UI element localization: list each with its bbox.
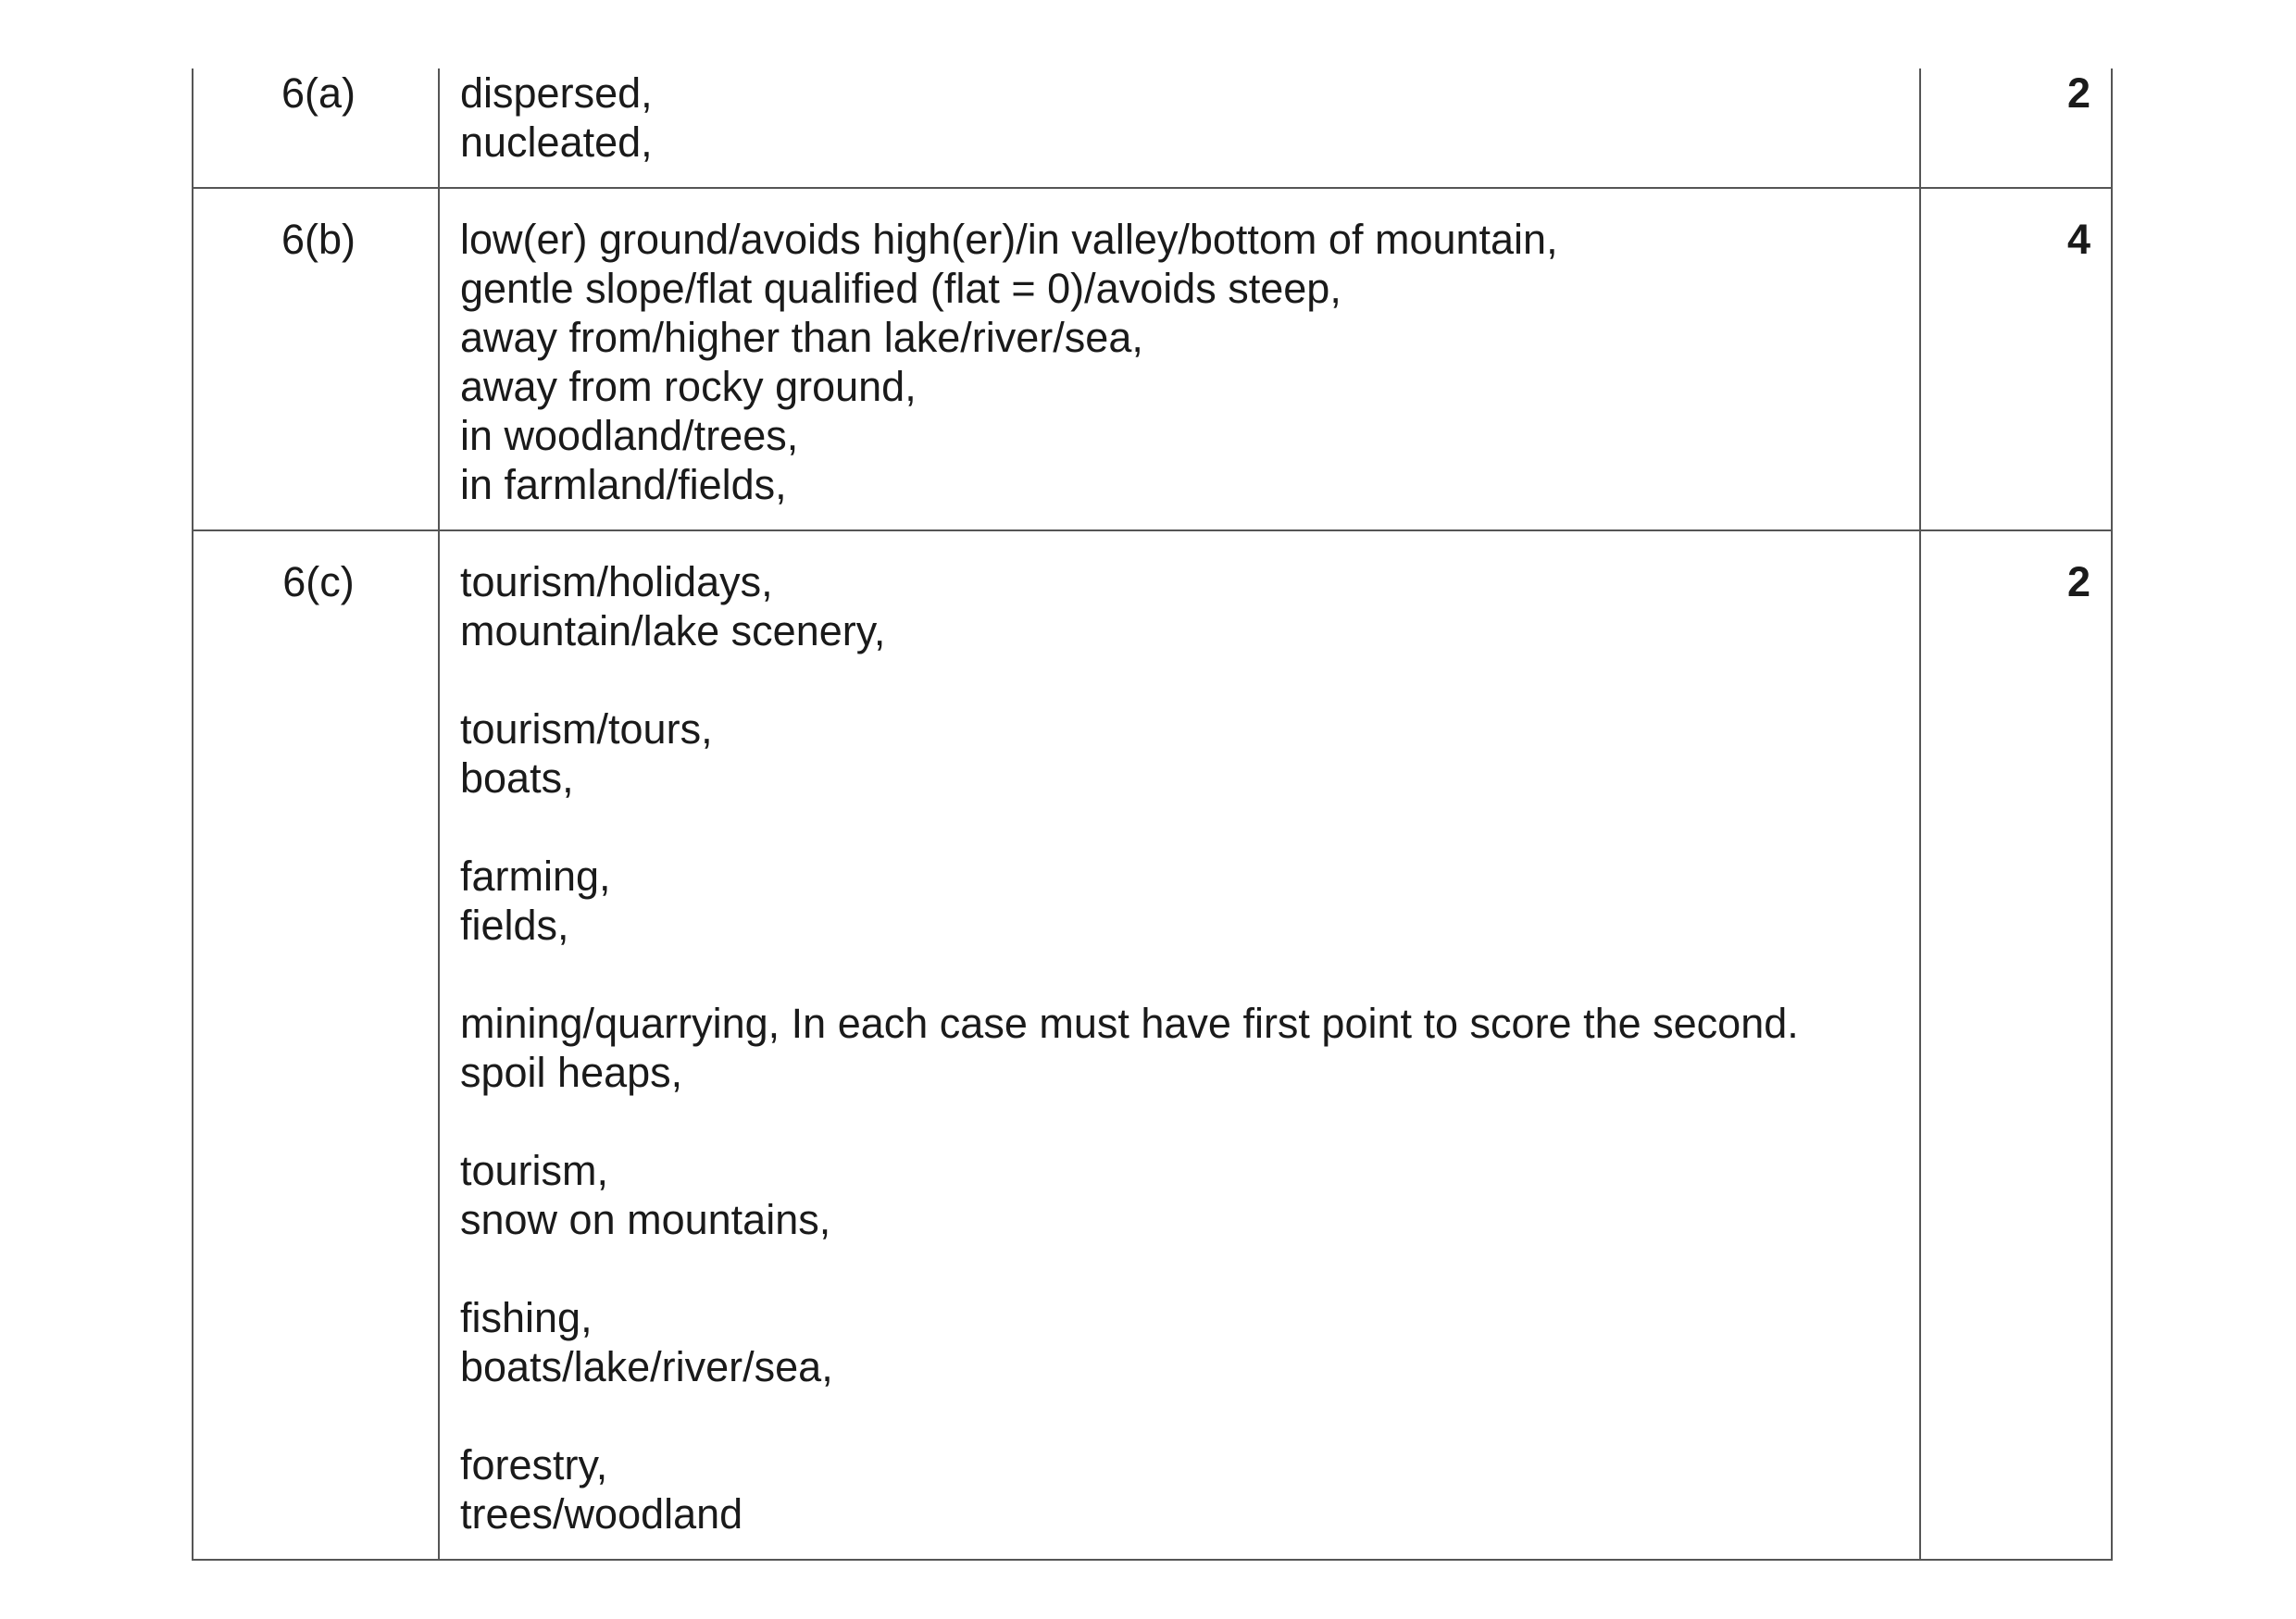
question-number-cell (193, 68, 439, 188)
answer-line: boats/lake/river/sea, (460, 1343, 833, 1390)
answer-line: tourism/holidays, (460, 558, 773, 605)
answer-group (460, 704, 1906, 803)
answer-group (460, 1440, 1906, 1538)
answer-line: low(er) ground/avoids high(er)/in valley/bottom of mountain, (460, 216, 1558, 263)
answer-line: forestry, (460, 1441, 608, 1488)
answer-line: nucleated, (460, 118, 653, 166)
marks-cell (1920, 68, 2112, 188)
question-number: 6(b) (281, 216, 356, 263)
question-number: 6(c) (282, 558, 355, 605)
answer-line: in woodland/trees, (460, 412, 799, 459)
marks-cell (1920, 530, 2112, 1560)
mark-scheme-table (192, 68, 2113, 1561)
marks-value: 4 (2066, 216, 2090, 263)
answer-line: trees/woodland (460, 1490, 743, 1538)
answer-group (460, 68, 1906, 167)
answer-line: snow on mountains, (460, 1196, 831, 1243)
answer-line: mountain/lake scenery, (460, 607, 886, 654)
answer-line: spoil heaps, (460, 1049, 683, 1096)
answer-group (460, 1293, 1906, 1391)
answer-line: fields, (460, 902, 569, 949)
question-number-cell (193, 530, 439, 1560)
answer-line: away from rocky ground, (460, 363, 917, 410)
table-row (193, 530, 2112, 1560)
table-row (193, 188, 2112, 530)
marks-value: 2 (2066, 69, 2090, 117)
answer-group (460, 1146, 1906, 1244)
answer-line: dispersed, (460, 69, 653, 117)
answer-line: gentle slope/flat qualified (flat = 0)/avoids steep, (460, 265, 1341, 312)
answer-line: farming, (460, 853, 611, 900)
answer-group (460, 215, 1906, 509)
question-number-cell (193, 188, 439, 530)
marks-cell (1920, 188, 2112, 530)
answer-line: mining/quarrying, In each case must have first point to score the second. (460, 1000, 1799, 1047)
marks-value: 2 (2066, 558, 2090, 605)
answer-group (460, 557, 1906, 655)
answer-line: boats, (460, 754, 574, 802)
answer-group (460, 999, 1906, 1097)
answer-line: tourism/tours, (460, 705, 713, 753)
answer-cell (439, 68, 1920, 188)
answer-cell (439, 530, 1920, 1560)
answer-line: fishing, (460, 1294, 593, 1341)
table-row (193, 68, 2112, 188)
answer-group (460, 852, 1906, 950)
answer-line: tourism, (460, 1147, 609, 1194)
answer-line: away from/higher than lake/river/sea, (460, 314, 1143, 361)
question-number: 6(a) (281, 69, 356, 117)
answer-cell (439, 188, 1920, 530)
answer-line: in farmland/fields, (460, 461, 787, 508)
